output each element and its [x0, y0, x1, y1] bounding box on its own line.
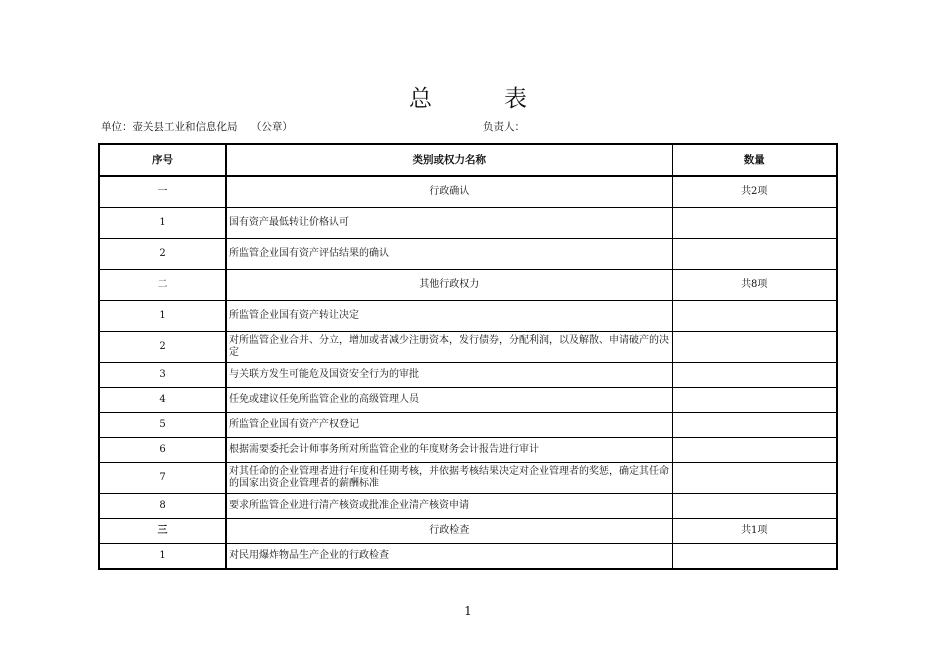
row-count — [672, 388, 837, 413]
row-name: 对民用爆炸物品生产企业的行政检查 — [226, 544, 672, 570]
row-name: 对其任命的企业管理者进行年度和任期考核，并依据考核结果决定对企业管理者的奖惩，确定其任命的国家出资企业管理者的薪酬标准 — [226, 463, 672, 494]
table-row — [99, 239, 837, 270]
row-name: 所监管企业国有资产转让决定 — [226, 301, 672, 332]
table-row — [99, 413, 837, 438]
table-row — [99, 388, 837, 413]
row-count — [672, 544, 837, 570]
section-row — [99, 176, 837, 208]
row-seq: 一 — [99, 176, 226, 208]
page-number: 1 — [464, 604, 472, 618]
section-row — [99, 519, 837, 544]
row-count — [672, 413, 837, 438]
row-seq: 三 — [99, 519, 226, 544]
row-count — [672, 438, 837, 463]
row-count — [672, 363, 837, 388]
row-seq: 5 — [99, 413, 226, 438]
row-count — [672, 239, 837, 270]
page-title — [0, 80, 936, 113]
row-count: 共2项 — [672, 176, 837, 208]
section-row — [99, 270, 837, 301]
row-seq: 2 — [99, 332, 226, 363]
row-count — [672, 332, 837, 363]
row-category: 行政确认 — [226, 176, 672, 208]
row-seq: 7 — [99, 463, 226, 494]
row-name: 所监管企业国有资产产权登记 — [226, 413, 672, 438]
row-count — [672, 301, 837, 332]
row-count: 共8项 — [672, 270, 837, 301]
row-seq: 8 — [99, 494, 226, 519]
responsible-person-label: 负责人： — [483, 121, 525, 133]
row-seq: 4 — [99, 388, 226, 413]
table-row — [99, 332, 837, 363]
row-count — [672, 208, 837, 239]
row-name: 任免或建议任免所监管企业的高级管理人员 — [226, 388, 672, 413]
row-seq: 3 — [99, 363, 226, 388]
table-row — [99, 494, 837, 519]
header-name: 类别或权力名称 — [226, 144, 672, 176]
row-seq: 1 — [99, 301, 226, 332]
row-seq: 二 — [99, 270, 226, 301]
unit-label: 单位：壶关县工业和信息化局 （公章） — [101, 121, 293, 133]
row-category: 其他行政权力 — [226, 270, 672, 301]
header-count: 数量 — [672, 144, 837, 176]
table-row — [99, 463, 837, 494]
table-row — [99, 544, 837, 570]
row-count — [672, 463, 837, 494]
row-seq: 6 — [99, 438, 226, 463]
row-name: 要求所监管企业进行清产核资或批准企业清产核资申请 — [226, 494, 672, 519]
row-count: 共1项 — [672, 519, 837, 544]
power-summary-table — [98, 143, 838, 570]
table-row — [99, 363, 837, 388]
header-seq: 序号 — [99, 144, 226, 176]
title-char-1: 总 — [409, 86, 432, 112]
table-row — [99, 208, 837, 239]
row-name: 国有资产最低转让价格认可 — [226, 208, 672, 239]
row-seq: 1 — [99, 208, 226, 239]
title-char-2: 表 — [504, 86, 527, 112]
row-name: 对所监管企业合并、分立，增加或者减少注册资本，发行债券，分配利润，以及解散、申请破产的决定 — [226, 332, 672, 363]
row-seq: 1 — [99, 544, 226, 570]
row-name: 根据需要委托会计师事务所对所监管企业的年度财务会计报告进行审计 — [226, 438, 672, 463]
table-row — [99, 438, 837, 463]
row-name: 所监管企业国有资产评估结果的确认 — [226, 239, 672, 270]
row-name: 与关联方发生可能危及国资安全行为的审批 — [226, 363, 672, 388]
table-row — [99, 301, 837, 332]
row-seq: 2 — [99, 239, 226, 270]
row-category: 行政检查 — [226, 519, 672, 544]
row-count — [672, 494, 837, 519]
table-header-row — [99, 144, 837, 176]
